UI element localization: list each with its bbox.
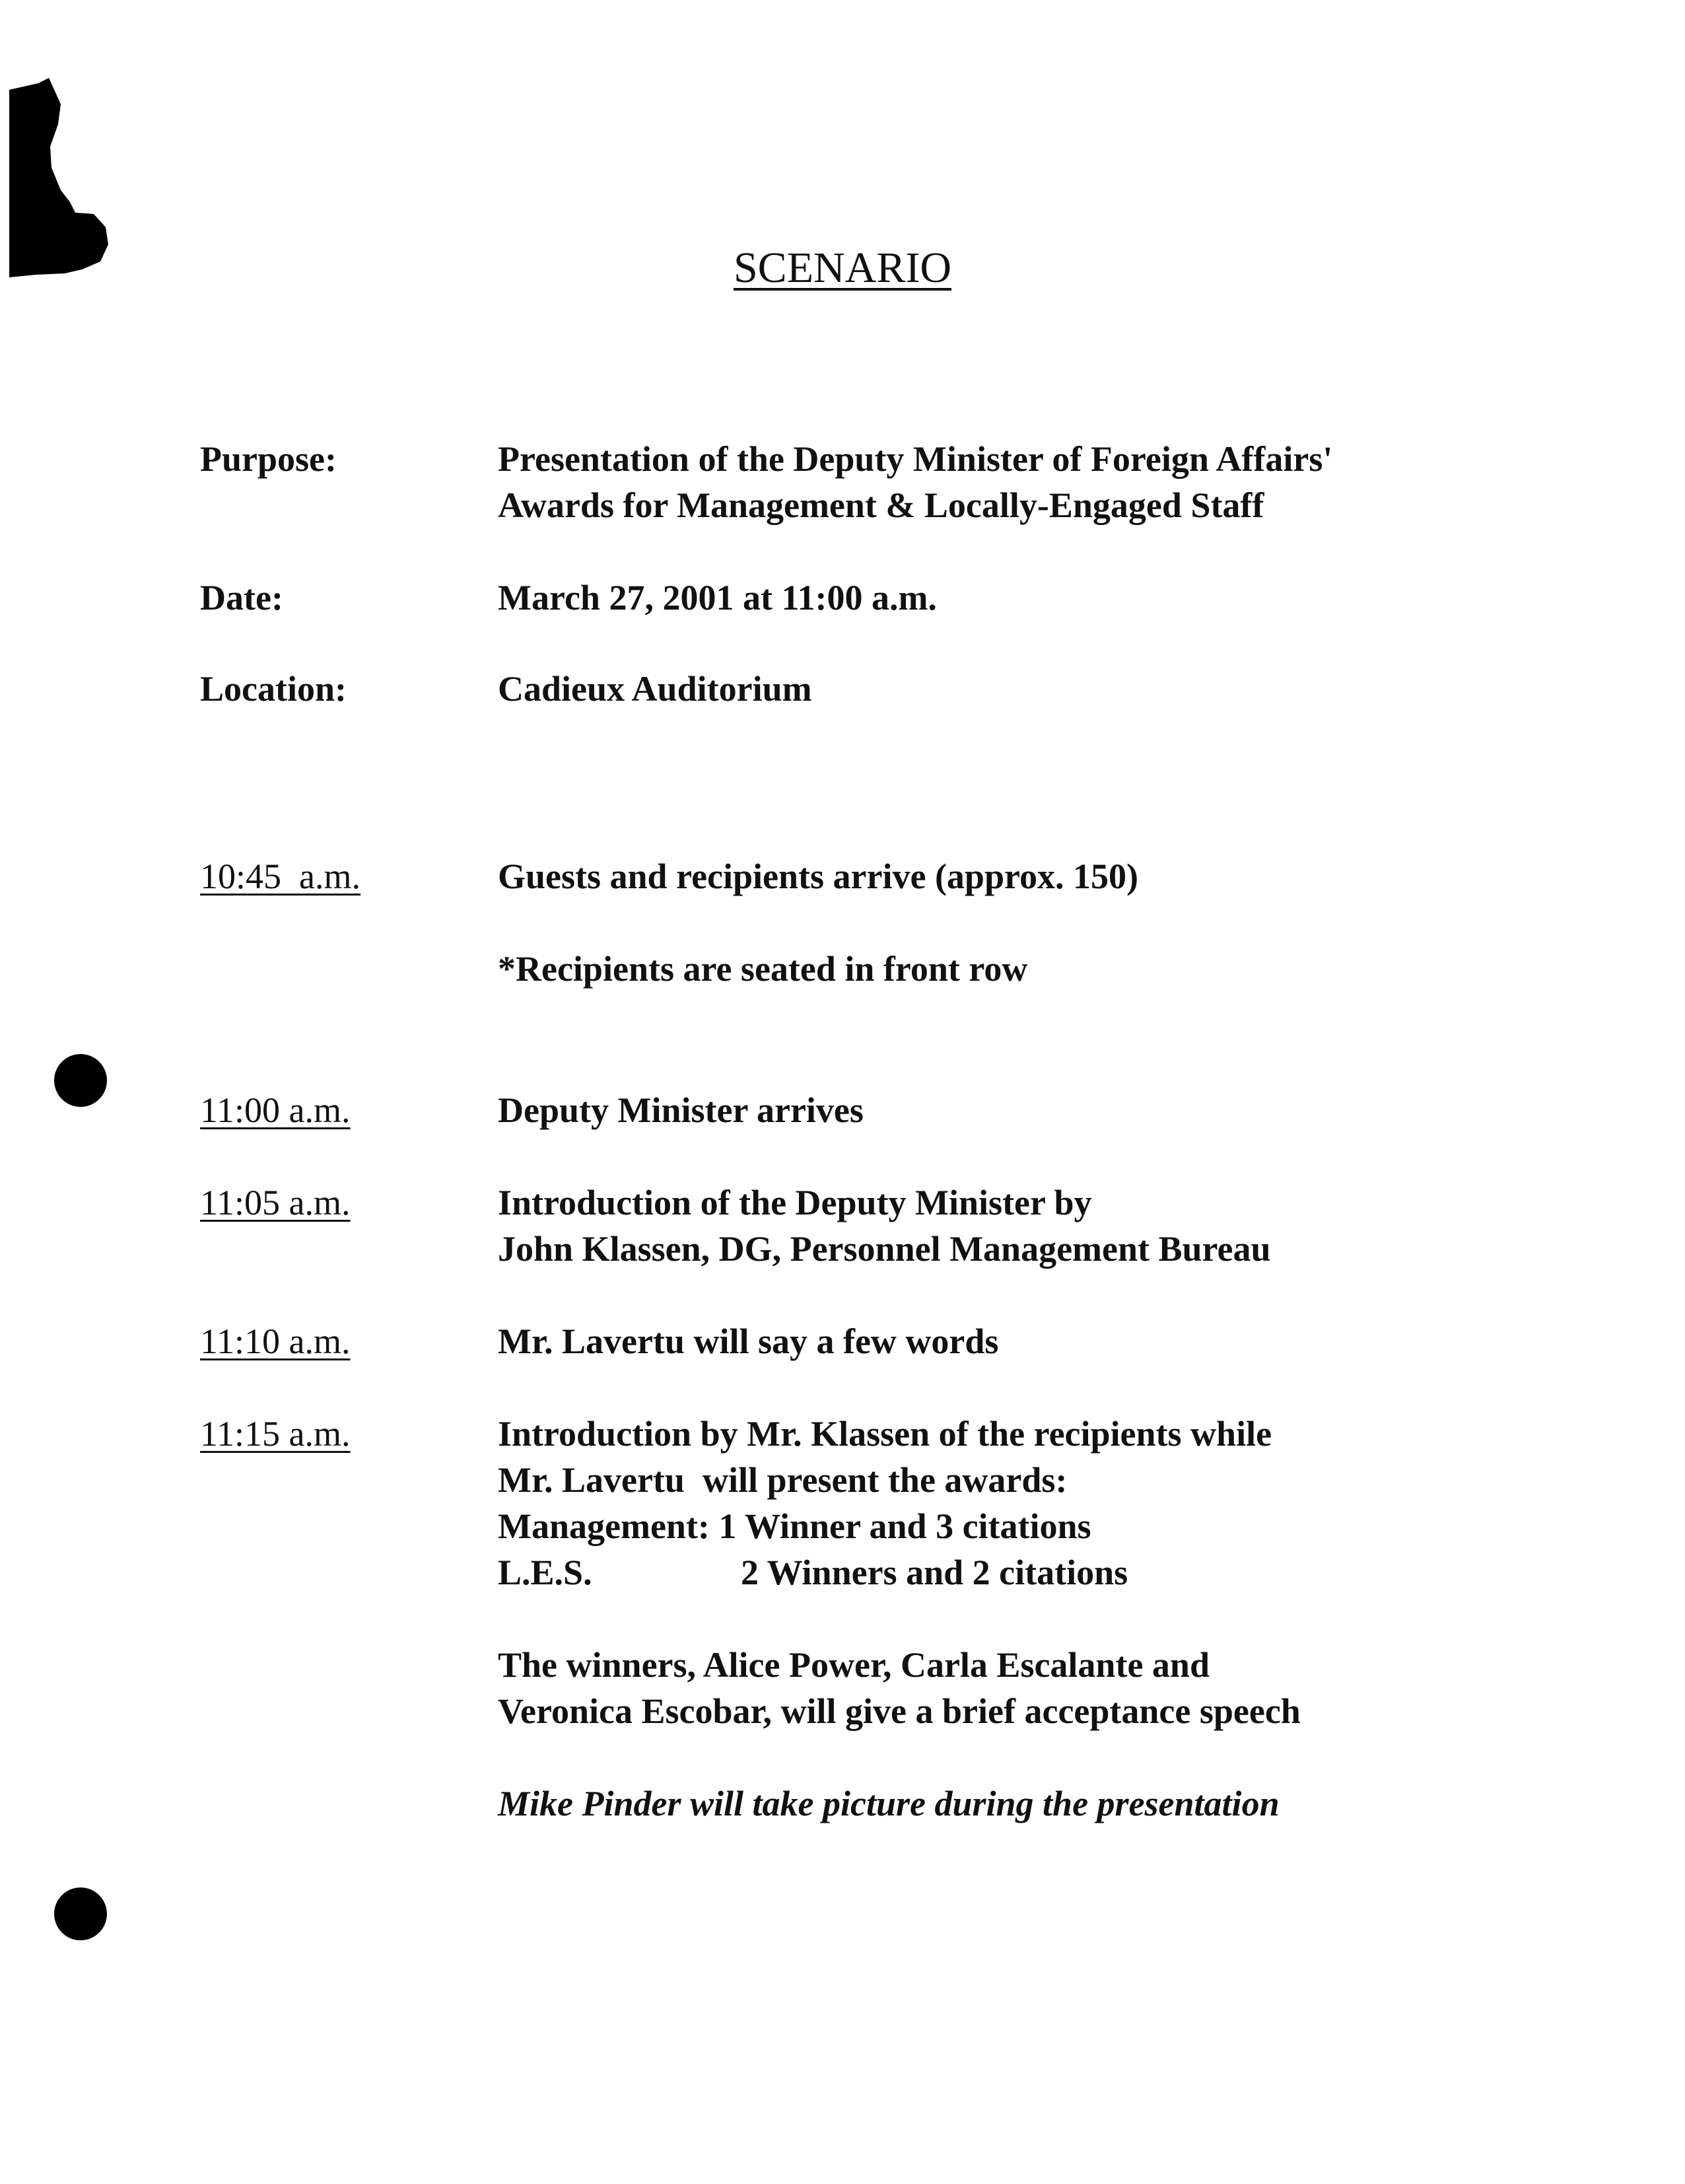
time-1105: 11:05 a.m. bbox=[200, 1183, 351, 1222]
time-1100: 11:00 a.m. bbox=[200, 1090, 351, 1130]
time-1045: 10:45 a.m. bbox=[200, 857, 361, 896]
purpose-line-1: Presentation of the Deputy Minister of Foreign Affairs' bbox=[498, 439, 1333, 479]
award-category: Management: bbox=[498, 1506, 710, 1546]
event-awards-line-1: Introduction by Mr. Klassen of the recipients while bbox=[498, 1414, 1272, 1454]
time-1110: 11:10 a.m. bbox=[200, 1321, 351, 1361]
punch-hole-top bbox=[54, 1054, 107, 1107]
photo-note: Mike Pinder will take picture during the presentation bbox=[498, 1784, 1280, 1823]
purpose-line-2: Awards for Management & Locally-Engaged Staff bbox=[498, 485, 1264, 525]
speech-line-1: The winners, Alice Power, Carla Escalante and bbox=[498, 1645, 1210, 1685]
event-words: Mr. Lavertu will say a few words bbox=[498, 1321, 999, 1361]
seating-note: *Recipients are seated in front row bbox=[498, 949, 1028, 989]
location-value: Cadieux Auditorium bbox=[498, 669, 812, 709]
event-arrival: Guests and recipients arrive (approx. 150) bbox=[498, 857, 1138, 896]
date-label: Date: bbox=[200, 578, 283, 617]
purpose-label: Purpose: bbox=[200, 439, 337, 479]
speech-line-2: Veronica Escobar, will give a brief acceptance speech bbox=[498, 1691, 1301, 1731]
event-intro-line-1: Introduction of the Deputy Minister by bbox=[498, 1183, 1092, 1222]
page-title: SCENARIO bbox=[733, 244, 952, 292]
award-detail: 1 Winner and 3 citations bbox=[718, 1506, 1091, 1546]
event-awards-line-2: Mr. Lavertu will present the awards: bbox=[498, 1460, 1068, 1500]
event-intro-line-2: John Klassen, DG, Personnel Management Bureau bbox=[498, 1229, 1271, 1269]
award-detail: 2 Winners and 2 citations bbox=[741, 1553, 1128, 1592]
event-dm-arrives: Deputy Minister arrives bbox=[498, 1090, 864, 1130]
time-1115: 11:15 a.m. bbox=[200, 1414, 351, 1454]
location-label: Location: bbox=[200, 669, 347, 709]
award-row-les bbox=[498, 1549, 1128, 1596]
award-row-management bbox=[498, 1503, 1091, 1549]
award-category: L.E.S. bbox=[498, 1553, 592, 1592]
date-value: March 27, 2001 at 11:00 a.m. bbox=[498, 578, 937, 617]
punch-hole-bottom bbox=[54, 1887, 107, 1940]
